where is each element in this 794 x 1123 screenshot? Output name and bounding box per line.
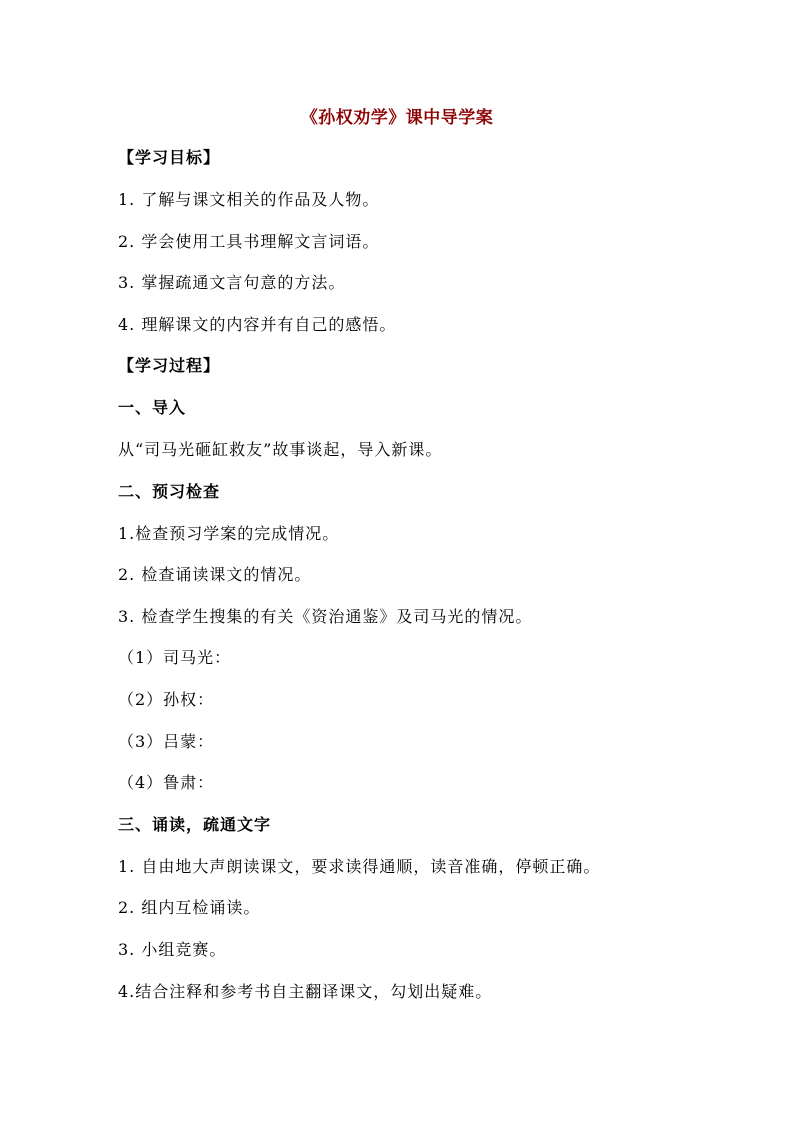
objectives-heading: 【学习目标】	[118, 148, 221, 167]
preview-subitem-1: （1）司马光：	[118, 648, 232, 667]
preview-item-1: 1.检查预习学案的完成情况。	[118, 524, 340, 543]
process-heading: 【学习过程】	[118, 356, 221, 375]
objective-item-1: 1. 了解与课文相关的作品及人物。	[118, 190, 380, 209]
objective-item-2: 2. 学会使用工具书理解文言词语。	[118, 232, 380, 251]
reading-item-3: 3. 小组竞赛。	[118, 940, 227, 959]
document-title: 《孙权劝学》课中导学案	[300, 108, 494, 128]
preview-subitem-3: （3）吕蒙：	[118, 732, 215, 751]
reading-item-1: 1. 自由地大声朗读课文，要求读得通顺，读音准确，停顿正确。	[118, 857, 601, 876]
section-preview-heading: 二、预习检查	[118, 482, 221, 501]
preview-subitem-2: （2）孙权：	[118, 690, 215, 709]
preview-subitem-4: （4）鲁肃：	[118, 773, 215, 792]
section-reading-heading: 三、诵读，疏通文字	[118, 815, 272, 834]
objective-item-3: 3. 掌握疏通文言句意的方法。	[118, 273, 346, 292]
section-intro-heading: 一、导入	[118, 398, 187, 417]
reading-item-2: 2. 组内互检诵读。	[118, 898, 261, 917]
preview-item-2: 2. 检查诵读课文的情况。	[118, 565, 312, 584]
section-intro-text: 从“司马光砸缸救友”故事谈起，导入新课。	[118, 440, 443, 459]
preview-item-3: 3. 检查学生搜集的有关《资治通鉴》及司马光的情况。	[118, 607, 533, 626]
objective-item-4: 4. 理解课文的内容并有自己的感悟。	[118, 315, 397, 334]
reading-item-4: 4.结合注释和参考书自主翻译课文，勾划出疑难。	[118, 982, 493, 1001]
